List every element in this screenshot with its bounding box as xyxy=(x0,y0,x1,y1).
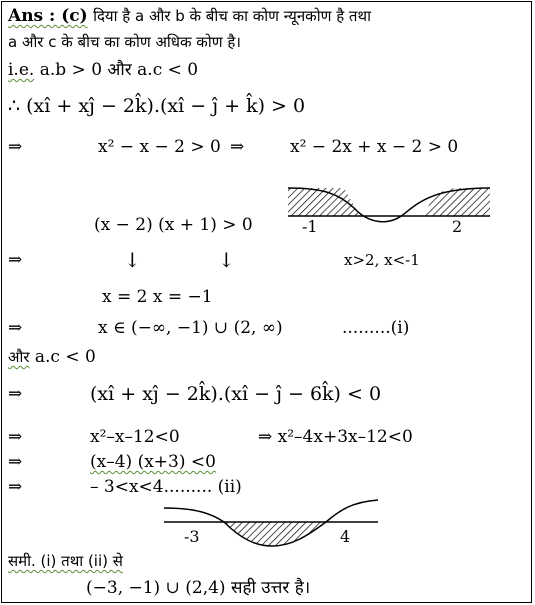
line-15: समी. (i) तथा (ii) से xyxy=(8,552,123,570)
graph-2 xyxy=(162,496,380,552)
line-9-math: x ∈ (−∞, −1) ∪ (2, ∞) xyxy=(98,318,283,338)
line-12-a: x²–x–12<0 xyxy=(90,427,180,447)
implies-icon: ⇒ xyxy=(8,137,23,157)
aur-word: और xyxy=(8,348,30,366)
line-9 xyxy=(8,318,528,338)
line-10 xyxy=(8,347,96,367)
line-13 xyxy=(8,452,528,472)
line-6: (x − 2) (x + 1) > 0 xyxy=(94,215,253,235)
ie-label: i.e. xyxy=(8,60,35,80)
implies-icon: ⇒ xyxy=(8,427,23,447)
line-5-b: x² − 2x + x − 2 > 0 xyxy=(290,137,459,157)
line-5-a: x² − x − 2 > 0 xyxy=(98,137,221,157)
line-7-result: x>2, x<-1 xyxy=(344,251,420,269)
line-3-math: a.b > 0 और a.c < 0 xyxy=(39,60,199,80)
implies-icon: ⇒ xyxy=(8,477,23,497)
implies-icon-2: ⇒ xyxy=(230,137,245,157)
line-5 xyxy=(8,137,528,157)
implies-icon: ⇒ xyxy=(8,384,23,404)
line-1-text: दिया है a और b के बीच का कोण न्यूनकोण है तथा xyxy=(93,7,371,25)
implies-icon: ⇒ xyxy=(8,250,23,270)
graph-1-right-label: 2 xyxy=(452,217,463,236)
shaded-region-left xyxy=(288,188,360,216)
line-2: a और c के बीच का कोण अधिक कोण है। xyxy=(8,33,241,51)
down-arrow-icon-2: ↓ xyxy=(218,248,235,272)
line-14-math: – 3<x<4......... (ii) xyxy=(90,477,242,497)
solution-box xyxy=(1,1,532,603)
graph-1-left-label: -1 xyxy=(302,217,318,236)
answer-prefix: Ans : (c) xyxy=(8,6,88,26)
implies-icon: ⇒ xyxy=(8,452,23,472)
final-answer: (−3, −1) ∪ (2,4) सही उत्तर है। xyxy=(86,578,311,598)
graph-1 xyxy=(284,166,492,242)
line-12-b: ⇒ x²–4x+3x–12<0 xyxy=(258,427,413,447)
down-arrow-icon: ↓ xyxy=(124,248,141,272)
line-10-math: a.c < 0 xyxy=(34,347,96,367)
line-14 xyxy=(8,477,528,497)
implies-icon: ⇒ xyxy=(8,318,23,338)
line-3 xyxy=(8,60,198,80)
graph-2-left-label: -3 xyxy=(184,527,200,546)
line-13-math: (x–4) (x+3) <0 xyxy=(90,452,216,472)
line-1 xyxy=(8,6,371,26)
line-4: ∴ (xî + xĵ − 2k̂).(xî − ĵ + k̂) > 0 xyxy=(8,95,306,117)
line-16 xyxy=(86,578,310,598)
line-12 xyxy=(8,427,528,447)
line-8: x = 2 x = −1 xyxy=(102,287,213,307)
line-9-label: .........(i) xyxy=(342,318,410,338)
line-11-math: (xî + xĵ − 2k̂).(xî − ĵ − 6k̂) < 0 xyxy=(90,383,382,405)
graph-2-right-label: 4 xyxy=(340,527,351,546)
line-11 xyxy=(8,384,528,404)
line-7 xyxy=(8,250,528,270)
shaded-region-right xyxy=(424,188,490,216)
